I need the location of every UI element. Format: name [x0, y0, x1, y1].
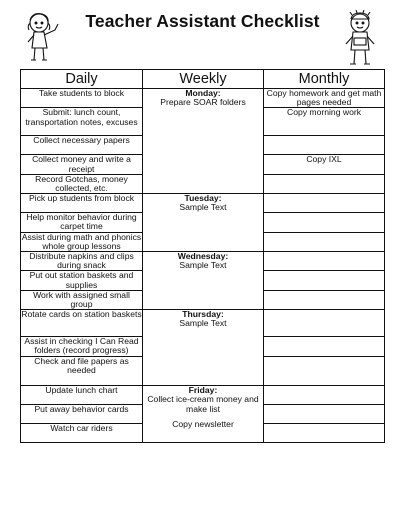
- girl-cartoon-icon: [22, 10, 66, 64]
- monthly-task: [264, 213, 385, 232]
- weekly-task: Copy newsletter: [172, 418, 234, 429]
- header-daily: Daily: [21, 70, 143, 89]
- table-row: [21, 89, 385, 108]
- monthly-task: [264, 357, 385, 386]
- day-label: Monday:: [185, 88, 221, 98]
- daily-task: Record Gotchas, money collected, etc.: [21, 174, 143, 193]
- daily-task: Rotate cards on station baskets: [21, 310, 143, 337]
- monthly-task: [264, 310, 385, 337]
- daily-task: Pick up students from block: [21, 194, 143, 213]
- weekly-task: Sample Text: [179, 260, 227, 271]
- weekly-friday: [143, 386, 264, 443]
- daily-task: Assist during math and phonics whole group lessons: [21, 232, 142, 251]
- weekly-task: Prepare SOAR folders: [160, 97, 246, 108]
- monthly-task: [264, 271, 385, 290]
- daily-task: Update lunch chart: [21, 386, 143, 405]
- day-label: Wednesday:: [177, 251, 229, 262]
- monthly-task: [264, 232, 385, 251]
- monthly-task: [264, 174, 385, 193]
- monthly-task: [264, 424, 385, 443]
- header-weekly: Weekly: [143, 70, 264, 89]
- daily-task: Collect necessary papers: [21, 136, 143, 155]
- header-monthly: Monthly: [264, 70, 385, 89]
- daily-task: Watch car riders: [21, 424, 143, 443]
- daily-task: Submit: lunch count, transportation notes, excuses: [21, 108, 143, 136]
- daily-task: Take students to block: [21, 89, 143, 108]
- monthly-task: Copy morning work: [264, 108, 385, 136]
- weekly-task: Collect ice-cream money and make list: [147, 394, 259, 414]
- table-row: [21, 252, 385, 271]
- weekly-task: Sample Text: [179, 202, 227, 213]
- daily-task: Put out station baskets and supplies: [21, 271, 143, 290]
- monthly-task: [264, 405, 385, 424]
- weekly-tuesday: [143, 194, 264, 252]
- weekly-task: Sample Text: [179, 318, 227, 329]
- weekly-thursday: [143, 310, 264, 386]
- monthly-task: [264, 337, 385, 357]
- monthly-task: [264, 290, 385, 309]
- table-row: [21, 310, 385, 337]
- daily-task: Collect money and write a receipt: [21, 155, 143, 174]
- daily-task: Distribute napkins and clips during snack: [21, 252, 143, 271]
- weekly-monday: [143, 89, 264, 194]
- daily-task: Put away behavior cards: [21, 405, 143, 424]
- daily-task: Help monitor behavior during carpet time: [21, 213, 143, 232]
- monthly-task: Copy IXL: [264, 155, 385, 174]
- boy-cartoon-icon: [338, 10, 382, 68]
- monthly-task: [264, 252, 385, 271]
- table-row: [21, 194, 385, 213]
- monthly-task: Copy homework and get math pages needed: [264, 89, 385, 108]
- monthly-task: [264, 194, 385, 213]
- table-row: [21, 386, 385, 405]
- weekly-wednesday: [143, 252, 264, 310]
- daily-task: Check and file papers as needed: [21, 357, 143, 386]
- header-row: [21, 70, 385, 89]
- daily-task: Assist in checking I Can Read folders (record progress): [21, 337, 143, 357]
- monthly-task: [264, 386, 385, 405]
- day-label: Thursday:: [182, 309, 224, 320]
- monthly-task: [264, 136, 385, 155]
- day-label: Friday:: [188, 385, 218, 396]
- daily-task: Work with assigned small group: [21, 290, 143, 309]
- checklist-table: [20, 69, 385, 443]
- day-label: Tuesday:: [184, 193, 222, 204]
- page-title: Teacher Assistant Checklist: [85, 11, 320, 31]
